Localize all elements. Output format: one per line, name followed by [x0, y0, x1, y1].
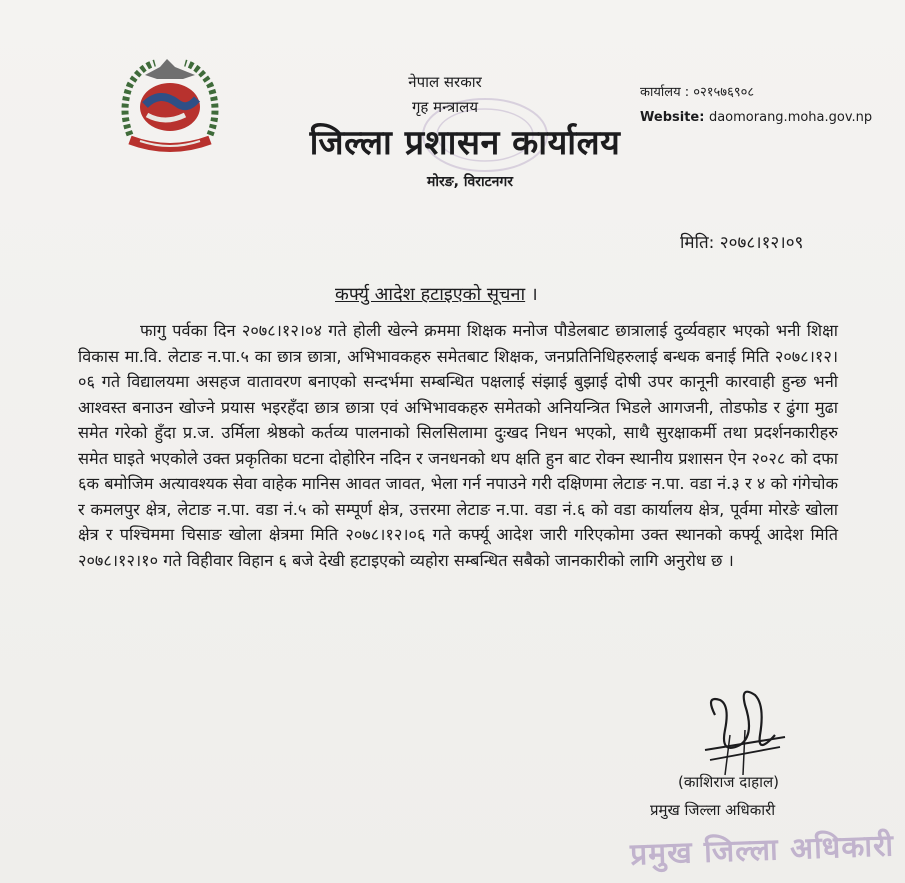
phone-label: कार्यालय : [640, 85, 690, 100]
signatory-title: प्रमुख जिल्ला अधिकारी [650, 801, 776, 819]
subject-end: । [530, 284, 538, 305]
signature-image [685, 675, 805, 780]
website-label: Website: [640, 110, 705, 125]
phone-line [640, 82, 754, 100]
notice-subject [335, 282, 538, 306]
nepal-emblem-icon [115, 55, 225, 160]
office-title: जिल्ला प्रशासन कार्यालय [309, 123, 621, 163]
ministry-name: गृह मन्त्रालय [411, 98, 479, 116]
website-link[interactable]: daomorang.moha.gov.np [708, 110, 873, 125]
government-name: नेपाल सरकार [408, 73, 482, 91]
document-date: मिति: २०७८।१२।०९ [680, 233, 804, 253]
official-stamp: प्रमुख जिल्ला अधिकारी [629, 828, 895, 873]
signatory-name: (काशिराज दाहाल) [678, 773, 779, 791]
phone-number: ०२१५७६९०८ [693, 85, 755, 100]
website-line [640, 110, 872, 125]
notice-body: फागु पर्वका दिन २०७८।१२।०४ गते होली खेल्ने क्रममा शिक्षक मनोज पौडेलबाट छात्रालाई दुर्व्यवहार भएको भनी शिक्षा विकास मा.वि. लेटाङ न.पा.५ का छात्र छात्रा, अभिभावकहरु समेतबाट शिक्षक, जनप्रतिनिधिहरुलाई बन्धक बनाई मिति २०७८।१२।०६ गते विद्यालयमा असहज वातावरण बनाएको सन्दर्भमा सम्बन्धित पक्षलाई संझाई बुझाई दोषी उपर कानूनी कारवाही हुन्छ भनी आश्वस्त बनाउन खोज्ने प्रयास भइरहँदा छात्र छात्रा एवं अभिभावकहरु समेतको अनियन्त्रित भिडले आगजनी, तोडफोड र ढुंगा मुढा समेत गरेको हुँदा प्र.ज. उर्मिला श्रेष्ठको कर्तव्य पालनाको सिलसिलामा दुःखद निधन भएको, साथै सुरक्षाकर्मी तथा प्रदर्शनकारीहरु समेत घाइते भएकोले उक्त प्रकृतिका घटना दोहोरिन नदिन र जनधनको थप क्षति हुन बाट रोक्न स्थानीय प्रशासन ऐन २०२८ को दफा ६क बमोजिम अत्यावश्यक सेवा वाहेक मानिस आवत जावत, भेला गर्न नपाउने गरी दक्षिणमा लेटाङ न.पा. वडा नं.३ र ४ को गंगेचोक र कमलपुर क्षेत्र, लेटाङ न.पा. वडा नं.५ को सम्पूर्ण क्षेत्र, उत्तरमा लेटाङ न.पा. वडा नं.६ को वडा कार्यालय क्षेत्र, पूर्वमा मोरङे खोला क्षेत्र र पश्चिममा चिसाङ खोला क्षेत्रमा मिति २०७८।१२।०६ गते कर्फ्यू आदेश जारी गरिएकोमा उक्त स्थानको कर्फ्यू आदेश मिति २०७८।१२।१० गते विहीवार विहान ६ बजे देखी हटाइएको व्यहोरा सम्बन्धित सबैको जानकारीको लागि अनुरोध छ । [78, 321, 838, 570]
office-address: मोरङ, विराटनगर [426, 174, 514, 190]
subject-text: कर्फ्यु आदेश हटाइएको सूचना [335, 284, 526, 305]
